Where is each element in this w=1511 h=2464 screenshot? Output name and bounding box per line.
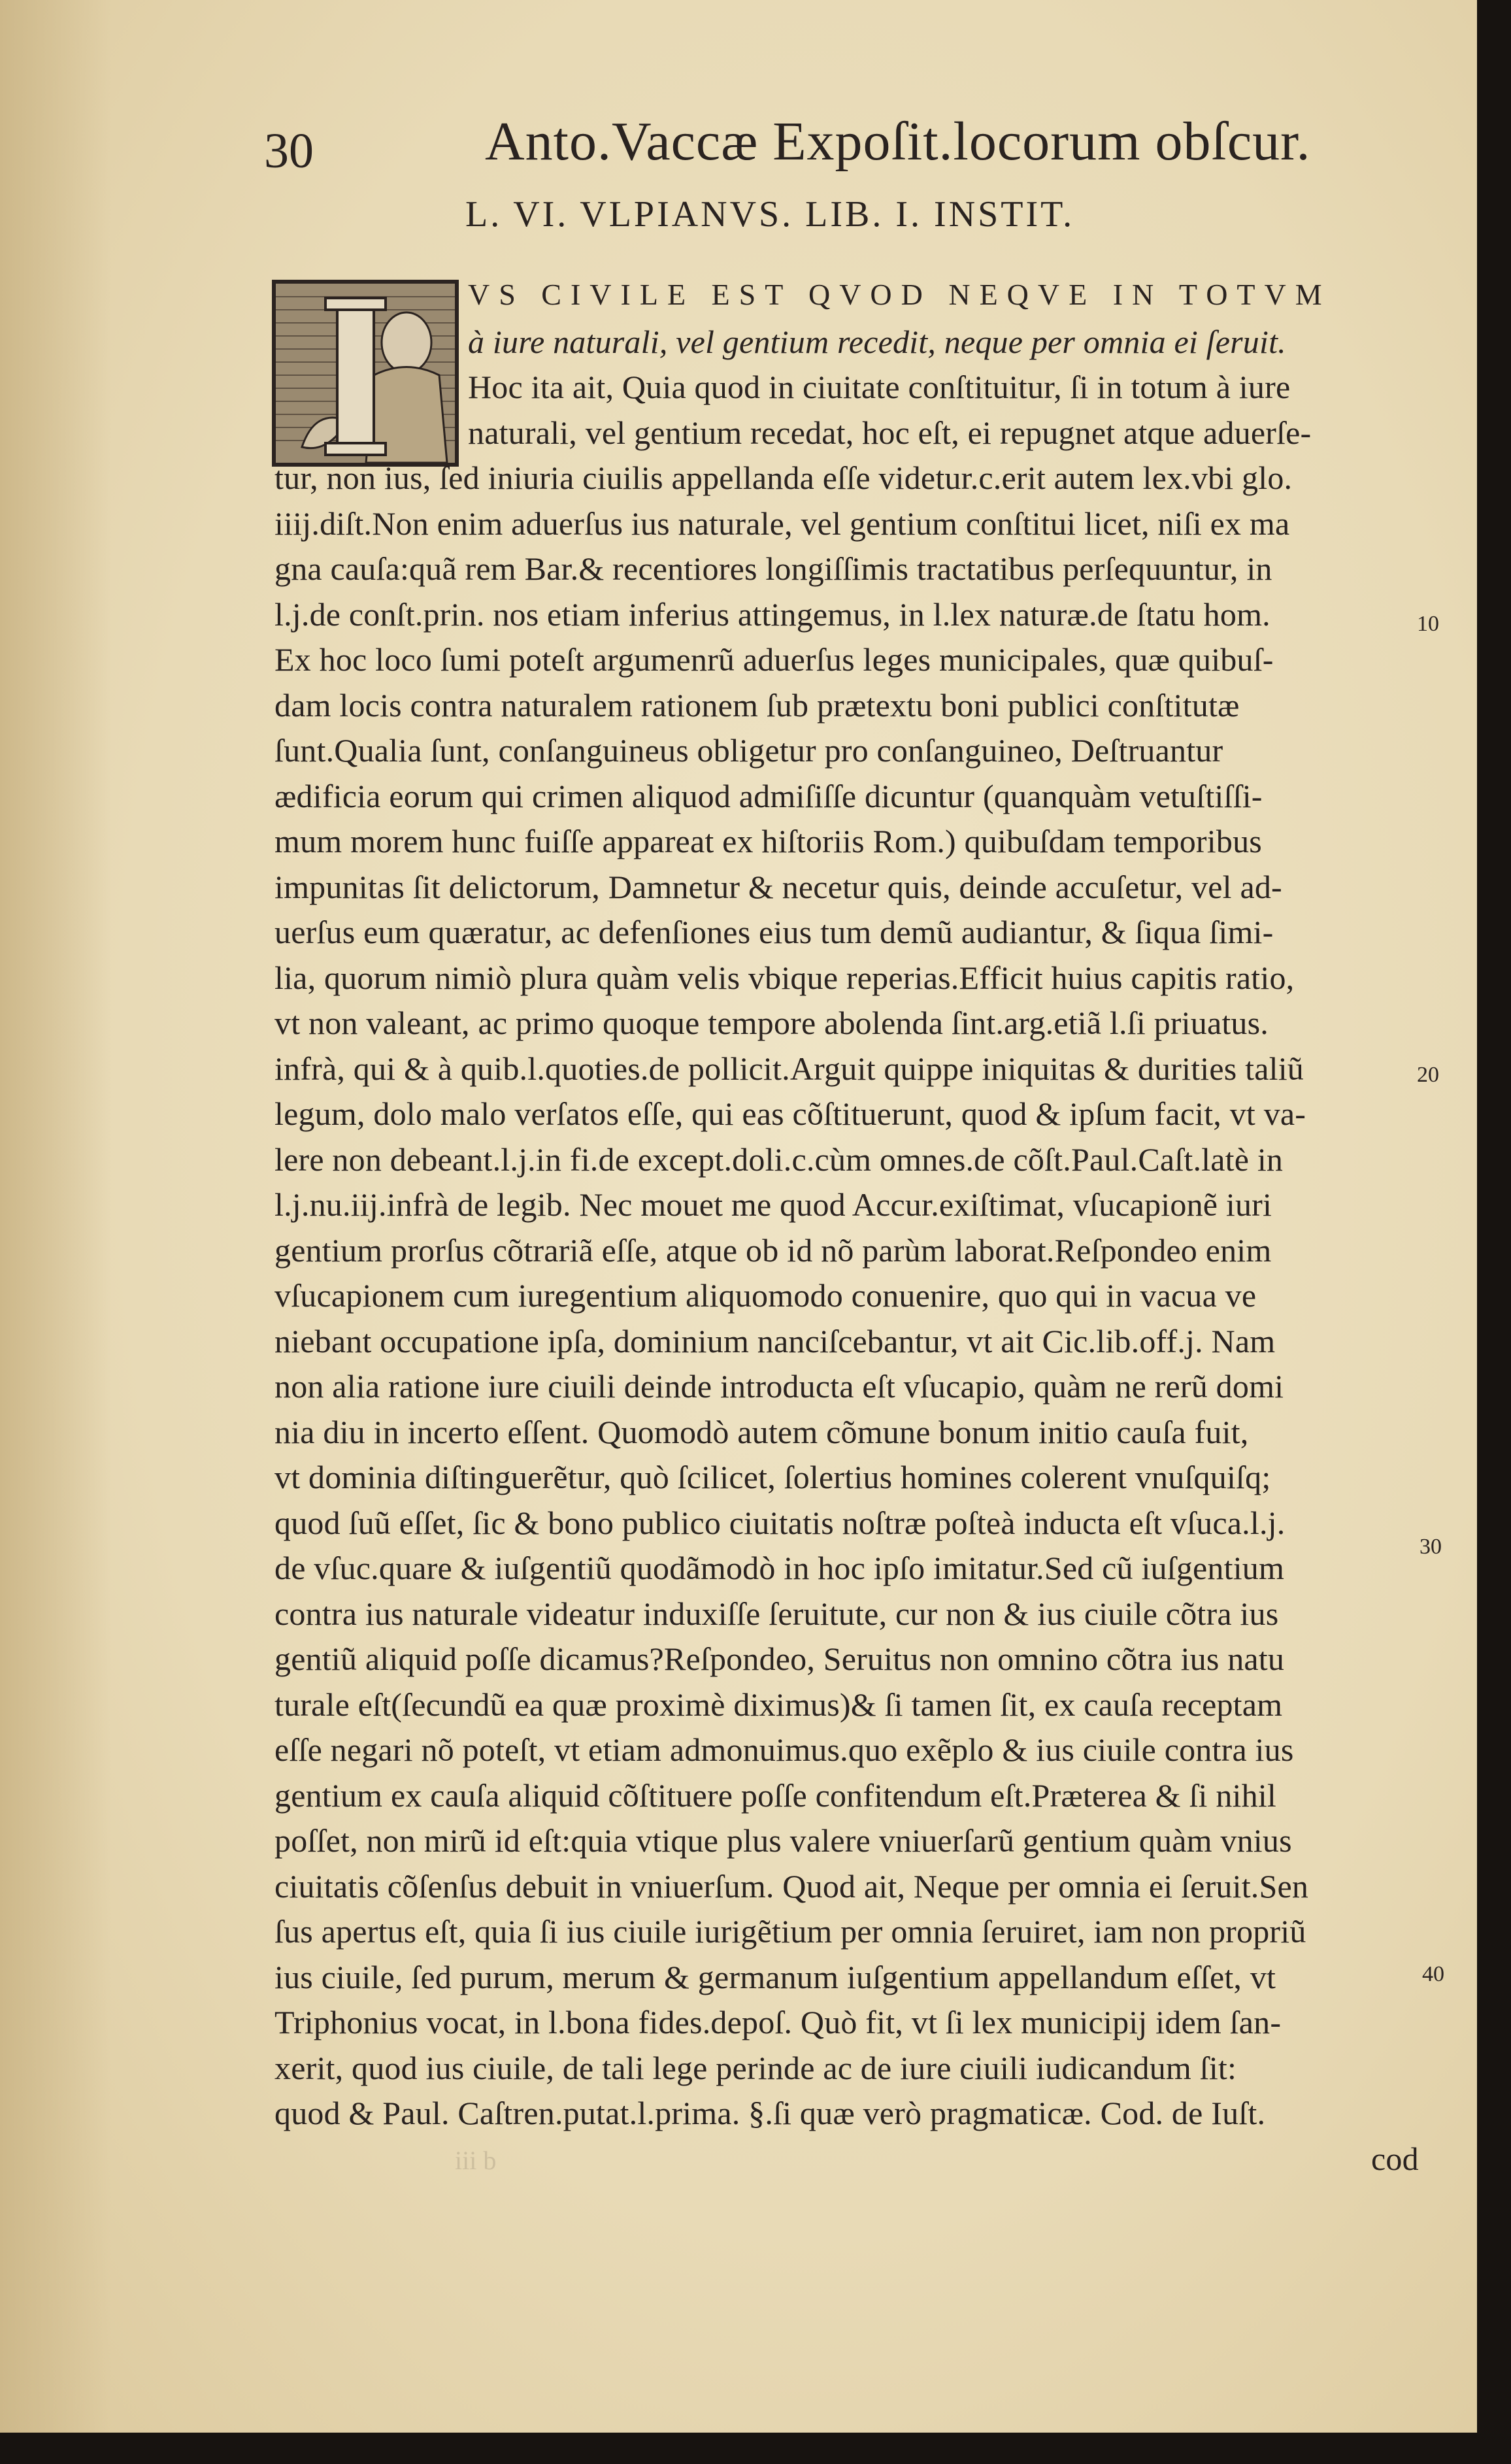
section-title: L. VI. VLPIANVS. LIB. I. INSTIT.: [465, 194, 1075, 235]
text-line: vſucapionem cum iuregentium aliquomodo conuenire, quo qui in vacua ve: [274, 1277, 1257, 1314]
bottom-dark-edge: [0, 2433, 1511, 2464]
text-line: lia, quorum nimiò plura quàm velis vbique reperias.Efficit huius capitis ratio,: [274, 959, 1295, 996]
text-line: legum, dolo malo verſatos eſſe, qui eas cõſtituerunt, quod & ipſum facit, vt va-: [274, 1095, 1306, 1132]
text-line: gentium ex cauſa aliquid cõſtituere poſſe confitendum eſt.Præterea & ſi nihil: [274, 1776, 1277, 1814]
text-line: quod & Paul. Caſtren.putat.l.prima. §.ſi quæ verò pragmaticæ. Cod. de Iuſt.: [274, 2095, 1266, 2131]
text-line: uerſus eum quæratur, ac defenſiones eius tum demũ audiantur, & ſiqua ſimi-: [274, 914, 1274, 950]
text-line: vt non valeant, ac primo quoque tempore abolenda ſint.arg.etiã l.ſi priuatus.: [274, 1005, 1269, 1041]
page-gutter-shadow: [0, 0, 111, 2433]
text-line: Hoc ita ait, Quia quod in ciuitate conſtituitur, ſi in totum à iure: [468, 369, 1291, 405]
text-line: cod: [1371, 2140, 1419, 2177]
margin-number: 10: [1417, 612, 1439, 636]
text-line: infrà, qui & à quib.l.quoties.de pollicit.Arguit quippe iniquitas & durities taliũ: [274, 1050, 1304, 1087]
text-line: gentiũ aliquid poſſe dicamus?Reſpondeo, Seruitus non omnino cõtra ius natu: [274, 1640, 1285, 1677]
text-line: l.j.de conſt.prin. nos etiam inferius attingemus, in l.lex naturæ.de ſtatu hom.: [274, 595, 1270, 633]
text-line: ædificia eorum qui crimen aliquod admiſiſſe dicuntur (quanquàm vetuſtiſſi-: [274, 777, 1263, 814]
text-line: Triphonius vocat, in l.bona fides.depoſ. Quò fit, vt ſi lex municipij idem ſan-: [274, 2004, 1282, 2040]
text-line: l.j.nu.iij.infrà de legib. Nec mouet me quod Accur.exiſtimat, vſucapionẽ iuri: [274, 1186, 1272, 1223]
text-line: naturali, vel gentium recedat, hoc eſt, ei repugnet atque aduerſe-: [468, 414, 1312, 451]
text-line: Ex hoc loco ſumi poteſt argumenrũ aduerſus leges municipales, quæ quibuſ-: [274, 641, 1274, 678]
text-line: gentium prorſus cõtrariã eſſe, atque ob id nõ parùm laborat.Reſpondeo enim: [274, 1231, 1272, 1269]
first-line-caps: VS CIVILE EST QVOD NEQVE IN TOTVM: [468, 278, 1331, 311]
text-line: dam locis contra naturalem rationem ſub prætextu boni publici conſtitutæ: [274, 686, 1240, 724]
text-line: ſus apertus eſt, quia ſi ius ciuile iurigẽtium per omnia ſeruiret, iam non propriũ: [274, 1913, 1306, 1950]
text-line: turale eſt(ſecundũ ea quæ proximè diximus)& ſi tamen ſit, ex cauſa receptam: [274, 1686, 1283, 1723]
text-line: vt dominia diſtinguerẽtur, quò ſcilicet, ſolertius homines colerent vnuſquiſq;: [274, 1459, 1271, 1495]
text-line: contra ius naturale videatur induxiſſe ſeruitute, cur non & ius ciuile cõtra ius: [274, 1595, 1279, 1632]
text-line: quod ſuũ eſſet, ſic & bono publico ciuitatis noſtræ poſteà inducta eſt vſuca.l.j.: [274, 1504, 1286, 1541]
running-head: Anto.Vaccæ Expoſit.locorum obſcur.: [485, 111, 1311, 172]
text-line: poſſet, non mirũ id eſt:quia vtique plus valere vniuerſarũ gentium quàm vnius: [274, 1822, 1292, 1859]
text-line: mum morem hunc fuiſſe appareat ex hiſtoriis Rom.) quibuſdam temporibus: [274, 823, 1262, 859]
text-line: impunitas ſit delictorum, Damnetur & necetur quis, deinde accuſetur, vel ad-: [274, 868, 1282, 905]
text-line: ſunt.Qualia ſunt, conſanguineus obligetur pro conſanguineo, Deſtruantur: [274, 732, 1223, 769]
page-number: 30: [264, 124, 314, 178]
text-line: nia diu in incerto eſſent. Quomodò autem cõmune bonum initio cauſa fuit,: [274, 1413, 1249, 1450]
text-line: tur, non ius, ſed iniuria ciuilis appellanda eſſe videtur.c.erit autem lex.vbi glo.: [274, 459, 1293, 496]
text-line: lere non debeant.l.j.in fi.de except.doli.c.cùm omnes.de cõſt.Paul.Caſt.latè in: [274, 1140, 1284, 1178]
text-line: iiij.diſt.Non enim aduerſus ius naturale, vel gentium conſtitui licet, niſi ex ma: [274, 505, 1290, 542]
bleed-through-text: iii b: [455, 2146, 497, 2175]
text-line: xerit, quod ius ciuile, de tali lege perinde ac de iure ciuili iudicandum ſit:: [274, 2049, 1237, 2086]
text-line: de vſuc.quare & iuſgentiũ quodãmodò in hoc ipſo imitatur.Sed cũ iuſgentium: [274, 1550, 1285, 1586]
text-line: à iure naturali, vel gentium recedit, neque per omnia ei ſeruit.: [468, 323, 1286, 360]
text-line: niebant occupatione ipſa, dominium nanciſcebantur, vt ait Cic.lib.off.j. Nam: [274, 1322, 1276, 1359]
margin-number: 30: [1420, 1535, 1442, 1559]
text-line: non alia ratione iure ciuili deinde introducta eſt vſucapio, quàm ne rerũ domi: [274, 1368, 1284, 1405]
margin-number: 20: [1417, 1063, 1439, 1087]
text-line: gna cauſa:quã rem Bar.& recentiores longiſſimis tractatibus perſequuntur, in: [274, 550, 1272, 587]
margin-number: 40: [1422, 1962, 1444, 1986]
text-line: ciuitatis cõſenſus debuit in vniuerſum. Quod ait, Neque per omnia ei ſeruit.Sen: [274, 1867, 1309, 1905]
text-line: ius ciuile, ſed purum, merum & germanum iuſgentium appellandum eſſet, vt: [274, 1958, 1276, 1995]
drop-cap-initial: [272, 280, 459, 467]
decorated-initial-with-figure-icon: [276, 284, 455, 463]
right-dark-edge: [1477, 0, 1511, 2464]
text-line: eſſe negari nõ poteſt, vt etiam admonuimus.quo exẽplo & ius ciuile contra ius: [274, 1731, 1294, 1768]
